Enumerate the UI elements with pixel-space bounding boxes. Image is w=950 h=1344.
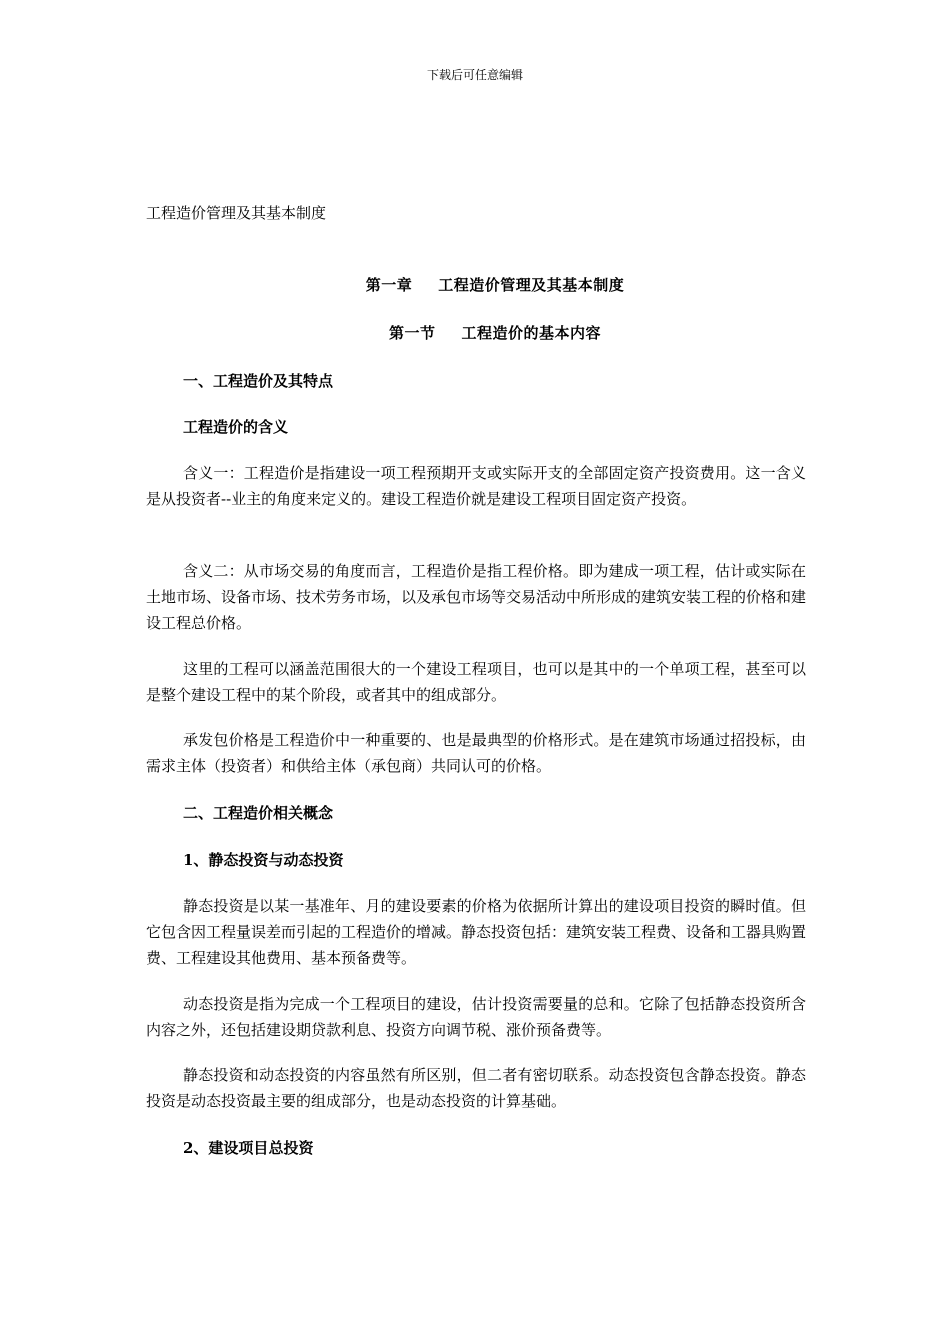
paragraph-6: 动态投资是指为完成一个工程项目的建设，估计投资需要量的总和。它除了包括静态投资所含内容之外，还包括建设期贷款利息、投资方向调节税、涨价预备费等。 — [146, 995, 806, 1039]
paragraph-3: 这里的工程可以涵盖范围很大的一个建设工程项目，也可以是其中的一个单项工程，甚至可以是整个建设工程中的某个阶段，或者其中的组成部分。 — [146, 660, 806, 704]
heading-2: 工程造价的含义 — [183, 418, 289, 436]
page-header: 下载后可任意编辑 — [426, 68, 523, 82]
heading-4: 1、静态投资与动态投资 — [183, 851, 344, 869]
chapter-heading — [0, 274, 950, 295]
paragraph-5: 静态投资是以某一基准年、月的建设要素的价格为依据所计算出的建设项目投资的瞬时值。但它包含因工程量误差而引起的工程造价的增减。静态投资包括：建筑安装工程费、设备和工器具购置费、工程建设其他费用、基本预备费等。 — [146, 897, 807, 967]
section-title: 工程造价的基本内容 — [461, 324, 602, 342]
paragraph-2: 含义二：从市场交易的角度而言，工程造价是指工程价格。即为建成一项工程，估计或实际在土地市场、设备市场、技术劳务市场，以及承包市场等交易活动中所形成的建筑安装工程的价格和建设工程总价格。 — [146, 562, 807, 632]
section-label: 第一节 — [388, 324, 436, 342]
document-title: 工程造价管理及其基本制度 — [146, 204, 327, 222]
paragraph-4: 承发包价格是工程造价中一种重要的、也是最典型的价格形式。是在建筑市场通过招投标，由需求主体（投资者）和供给主体（承包商）共同认可的价格。 — [146, 731, 806, 775]
heading-3: 二、工程造价相关概念 — [183, 804, 334, 822]
chapter-title: 工程造价管理及其基本制度 — [438, 276, 625, 294]
heading-1: 一、工程造价及其特点 — [183, 372, 334, 390]
chapter-label: 第一章 — [365, 276, 413, 294]
section-heading — [0, 322, 950, 343]
heading-5: 2、建设项目总投资 — [183, 1139, 314, 1157]
paragraph-7: 静态投资和动态投资的内容虽然有所区别，但二者有密切联系。动态投资包含静态投资。静态投资是动态投资最主要的组成部分，也是动态投资的计算基础。 — [146, 1066, 806, 1110]
paragraph-1: 含义一：工程造价是指建设一项工程预期开支或实际开支的全部固定资产投资费用。这一含义是从投资者--业主的角度来定义的。建设工程造价就是建设工程项目固定资产投资。 — [146, 464, 806, 508]
